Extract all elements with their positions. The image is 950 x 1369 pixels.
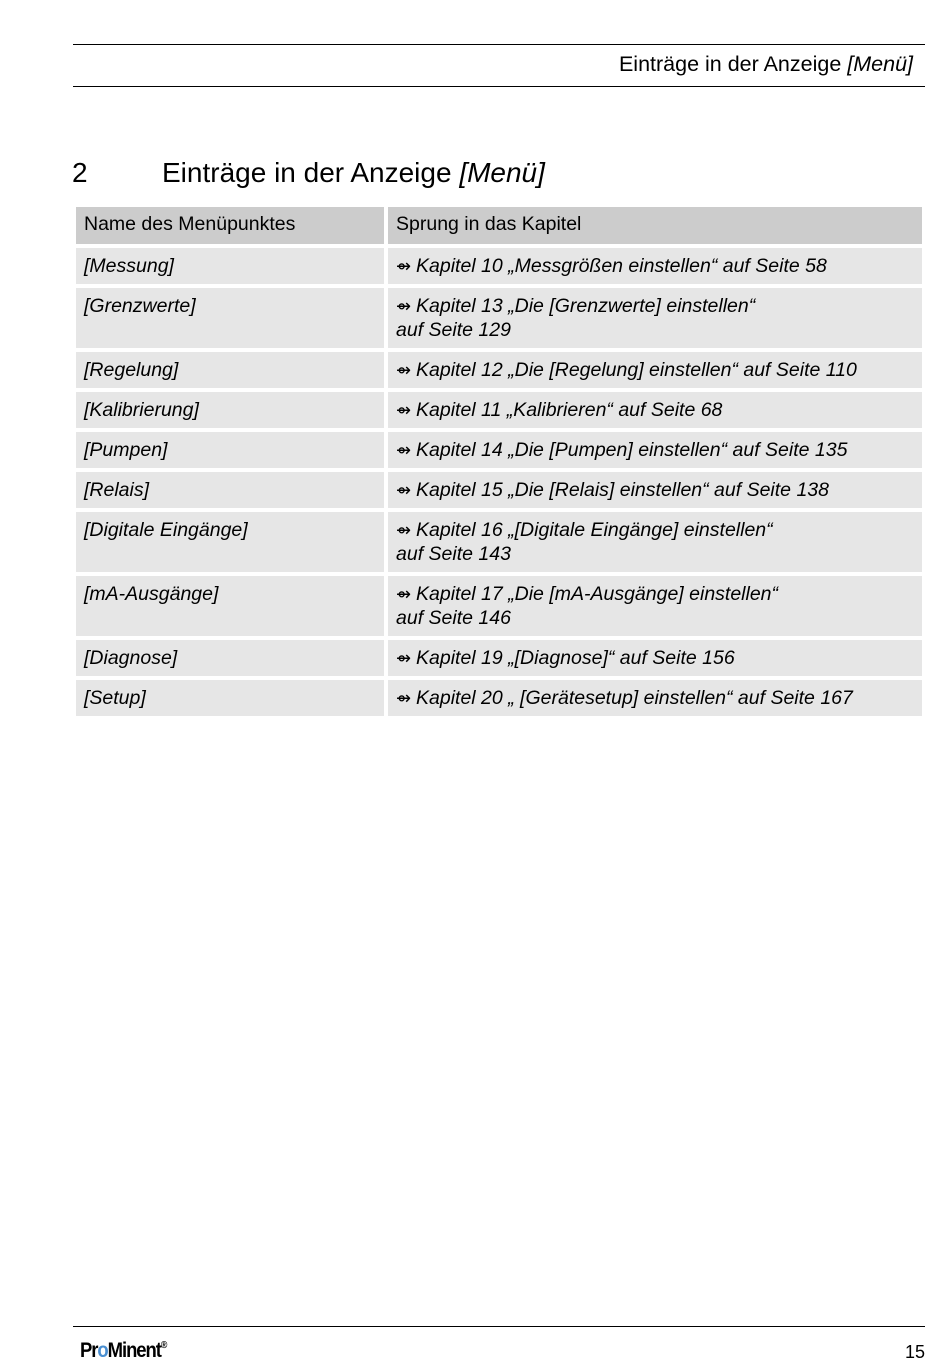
arrow-right-icon: ⇴ [396, 648, 412, 668]
arrow-right-icon: ⇴ [396, 584, 412, 604]
chapter-reference-text[interactable]: Kapitel 17 „Die [mA-Ausgänge] einstellen“ [416, 583, 779, 605]
chapter-title [162, 157, 545, 189]
table-row [76, 640, 922, 676]
chapter-reference-text[interactable]: Kapitel 13 „Die [Grenzwerte] einstellen“ [416, 295, 756, 317]
menu-item-name: [Digitale Eingänge] [76, 512, 384, 572]
arrow-right-icon: ⇴ [396, 400, 412, 420]
chapter-reference-page[interactable]: auf Seite 143 [396, 543, 511, 565]
arrow-right-icon: ⇴ [396, 296, 412, 316]
chapter-reference[interactable] [388, 680, 922, 716]
table-header-row [76, 207, 922, 244]
table-row [76, 432, 922, 468]
menu-item-name: [mA-Ausgänge] [76, 576, 384, 636]
menu-item-name: [Setup] [76, 680, 384, 716]
running-header-title-italic: [Menü] [847, 52, 913, 76]
column-header-name: Name des Menüpunktes [76, 207, 384, 244]
table-row [76, 680, 922, 716]
chapter-reference-text[interactable]: Kapitel 16 „[Digitale Eingänge] einstellen“ [416, 519, 773, 541]
chapter-reference-page[interactable]: auf Seite 146 [396, 607, 511, 629]
chapter-reference[interactable] [388, 288, 922, 348]
arrow-right-icon: ⇴ [396, 520, 412, 540]
header-rule-bottom [73, 86, 925, 87]
chapter-reference-text[interactable]: Kapitel 15 „Die [Relais] einstellen“ auf Seite 138 [416, 479, 829, 501]
chapter-reference-text[interactable]: Kapitel 20 „ [Gerätesetup] einstellen“ auf Seite 167 [416, 687, 853, 709]
arrow-right-icon: ⇴ [396, 480, 412, 500]
chapter-reference[interactable] [388, 392, 922, 428]
footer-rule [73, 1326, 925, 1327]
arrow-right-icon: ⇴ [396, 256, 412, 276]
chapter-reference[interactable] [388, 576, 922, 636]
menu-item-name: [Pumpen] [76, 432, 384, 468]
arrow-right-icon: ⇴ [396, 440, 412, 460]
menu-item-name: [Relais] [76, 472, 384, 508]
menu-item-name: [Regelung] [76, 352, 384, 388]
chapter-reference-page[interactable]: auf Seite 129 [396, 319, 511, 341]
chapter-reference[interactable] [388, 432, 922, 468]
page-number: 15 [904, 1342, 925, 1362]
chapter-reference[interactable] [388, 640, 922, 676]
menu-table [72, 203, 926, 720]
chapter-reference[interactable] [388, 472, 922, 508]
arrow-right-icon: ⇴ [396, 688, 412, 708]
column-header-ref: Sprung in das Kapitel [388, 207, 922, 244]
table-row [76, 392, 922, 428]
chapter-reference-text[interactable]: Kapitel 14 „Die [Pumpen] einstellen“ auf Seite 135 [416, 439, 848, 461]
table-row [76, 472, 922, 508]
chapter-title-text: Einträge in der Anzeige [162, 157, 452, 188]
menu-item-name: [Kalibrierung] [76, 392, 384, 428]
chapter-number: 2 [72, 157, 88, 188]
table-row [76, 248, 922, 284]
menu-item-name: [Messung] [76, 248, 384, 284]
chapter-title-italic: [Menü] [459, 157, 545, 188]
chapter-reference-text[interactable]: Kapitel 12 „Die [Regelung] einstellen“ auf Seite 110 [416, 359, 857, 381]
table-row [76, 576, 922, 636]
chapter-reference-text[interactable]: Kapitel 11 „Kalibrieren“ auf Seite 68 [416, 399, 723, 421]
chapter-reference[interactable] [388, 248, 922, 284]
chapter-reference-text[interactable]: Kapitel 19 „[Diagnose]“ auf Seite 156 [416, 647, 735, 669]
menu-item-name: [Grenzwerte] [76, 288, 384, 348]
running-header [619, 52, 913, 77]
menu-item-name: [Diagnose] [76, 640, 384, 676]
table-row [76, 512, 922, 572]
arrow-right-icon: ⇴ [396, 360, 412, 380]
chapter-reference[interactable] [388, 512, 922, 572]
chapter-reference[interactable] [388, 352, 922, 388]
chapter-reference-text[interactable]: Kapitel 10 „Messgrößen einstellen“ auf Seite 58 [416, 255, 827, 277]
table-row [76, 352, 922, 388]
header-rule-top [73, 44, 925, 45]
running-header-title: Einträge in der Anzeige [618, 52, 842, 76]
table-row [76, 288, 922, 348]
prominent-logo: ProMinent® [80, 1339, 168, 1362]
